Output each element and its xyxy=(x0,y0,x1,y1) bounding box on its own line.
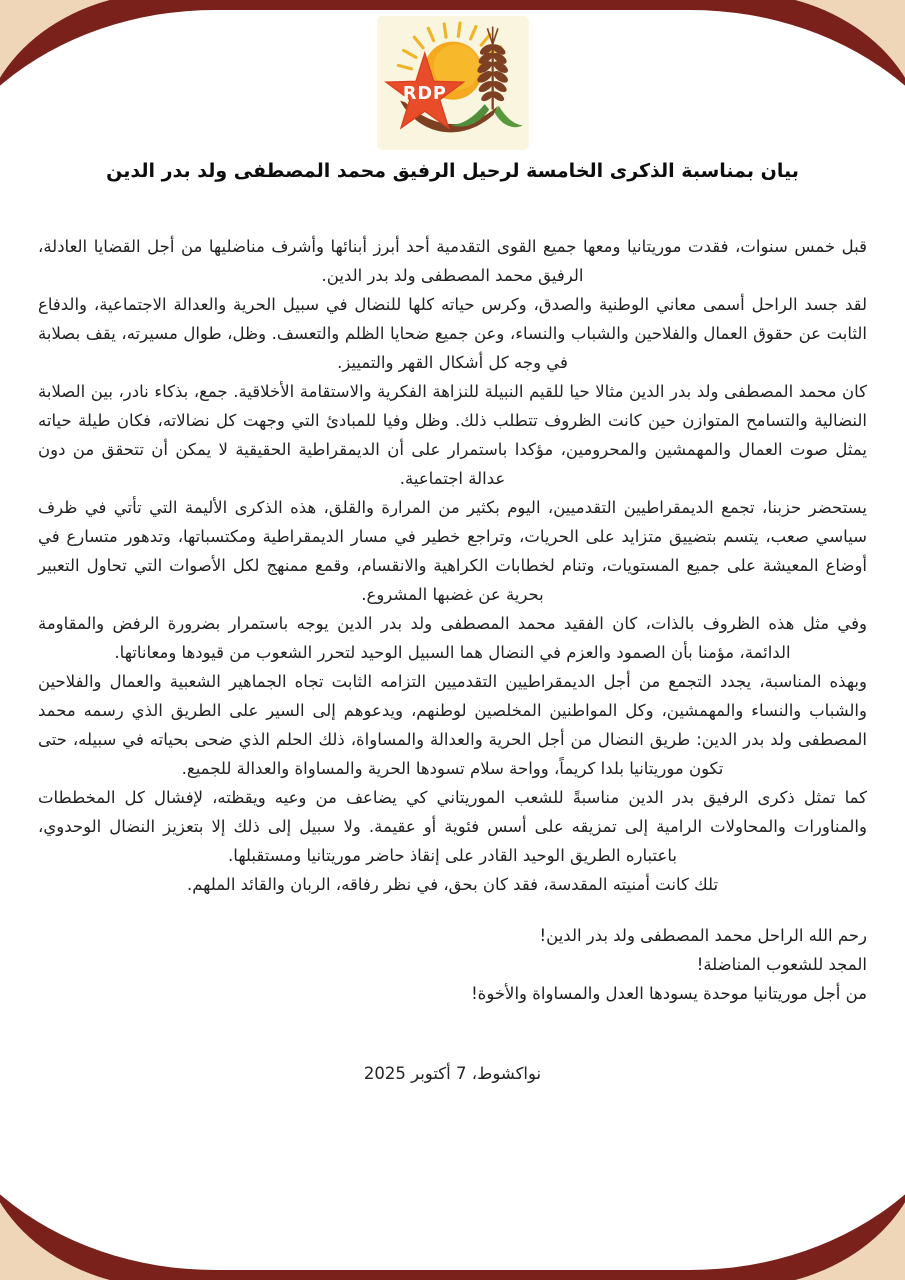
place-date-line: نواكشوط، 7 أكتوبر 2025 xyxy=(363,1064,542,1083)
rdp-logo xyxy=(377,16,529,150)
slogan-line: رحم الله الراحل محمد المصطفى ولد بدر الدين! xyxy=(539,926,867,945)
logo-acronym: RDP xyxy=(402,83,447,104)
paragraph: قبل خمس سنوات، فقدت موريتانيا ومعها جميع القوى التقدمية أحد أبرز أبنائها وأشرف مناضليها من أجل القضايا العادلة، الرفيق محمد المصطفى ولد بدر الدين. xyxy=(38,237,867,285)
statement-title: بيان بمناسبة الذكرى الخامسة لرحيل الرفيق محمد المصطفى ولد بدر الدين xyxy=(106,160,799,182)
paragraph: وبهذه المناسبة، يجدد التجمع من أجل الديمقراطيين التقدميين التزامه الثابت تجاه الجماهير الشعبية والعمال والفلاحين والشباب والنساء والمهمشين، وكل المواطنين المخلصين لوطنهم، ويدعوهم إلى السير على الطريق الذي رسمه محمد المصطفى ولد بدر الدين: طريق النضال من أجل الحرية والعدالة والمساواة، ذلك الحلم الذي ضحى بحياته في سبيله، حتى تكون موريتانيا بلدا كريماً، وواحة سلام تسودها الحرية والمساواة والعدالة للجميع. xyxy=(38,672,867,778)
paragraph: تلك كانت أمنيته المقدسة، فقد كان بحق، في نظر رفاقه، الربان والقائد الملهم. xyxy=(186,875,719,894)
slogan-line: المجد للشعوب المناضلة! xyxy=(696,955,867,974)
slogan-line: من أجل موريتانيا موحدة يسودها العدل والمساواة والأخوة! xyxy=(471,984,867,1003)
rdp-logo-icon xyxy=(377,16,529,150)
paragraph: كما تمثل ذكرى الرفيق بدر الدين مناسبةً للشعب الموريتاني كي يضاعف من وعيه ويقظته، لإفشال كل المخططات والمناورات والمحاولات الرامية إلى تمزيقه على أسس فئوية أو عقيمة. ولا سبيل إلى ذلك إلا بتعزيز النضال الوحدوي، باعتباره الطريق الوحيد القادر على إنقاذ حاضر موريتانيا ومستقبلها. xyxy=(38,788,867,865)
paragraph: يستحضر حزبنا، تجمع الديمقراطيين التقدميين، اليوم بكثير من المرارة والقلق، هذه الذكرى الأليمة التي تأتي في ظرف سياسي صعب، يتسم بتضييق متزايد على الحريات، وتراجع خطير في مسار الديمقراطية ومكتسباتها، وتدهور متسارع في أوضاع المعيشة على جميع المستويات، وتنام لخطابات الكراهية والانقسام، وقمع ممنهج لكل الأصوات التي تحاول التعبير بحرية عن غضبها المشروع. xyxy=(38,498,867,604)
statement-body xyxy=(38,232,867,899)
closing-slogans xyxy=(38,921,867,1008)
paragraph: كان محمد المصطفى ولد بدر الدين مثالا حيا للقيم النبيلة للنزاهة الفكرية والاستقامة الأخلاقية. جمع، بذكاء نادر، بين الصلابة النضالية والتسامح المتوازن حين كانت الظروف تتطلب ذلك. وظل وفيا للمبادئ التي وجهت كل نضالاته، فكان طيلة حياته يمثل صوت العمال والمهمشين والمحرومين، مؤكدا باستمرار على أن الديمقراطية الحقيقية لا يمكن أن تتحقق من دون عدالة اجتماعية. xyxy=(38,382,867,488)
paragraph: وفي مثل هذه الظروف بالذات، كان الفقيد محمد المصطفى ولد بدر الدين يوجه باستمرار بضرورة الرفض والمقاومة الدائمة، مؤمنا بأن الصمود والعزم في النضال هما السبيل الوحيد لتحرر الشعوب من قيودها ومعاناتها. xyxy=(38,614,867,662)
paragraph: لقد جسد الراحل أسمى معاني الوطنية والصدق، وكرس حياته كلها للنضال في سبيل الحرية والعدالة الاجتماعية، والدفاع الثابت عن حقوق العمال والفلاحين والشباب والنساء، وعن جميع ضحايا الظلم والتعسف. وظل، طوال مسيرته، يقف بصلابة في وجه كل أشكال القهر والتمييز. xyxy=(38,295,867,372)
